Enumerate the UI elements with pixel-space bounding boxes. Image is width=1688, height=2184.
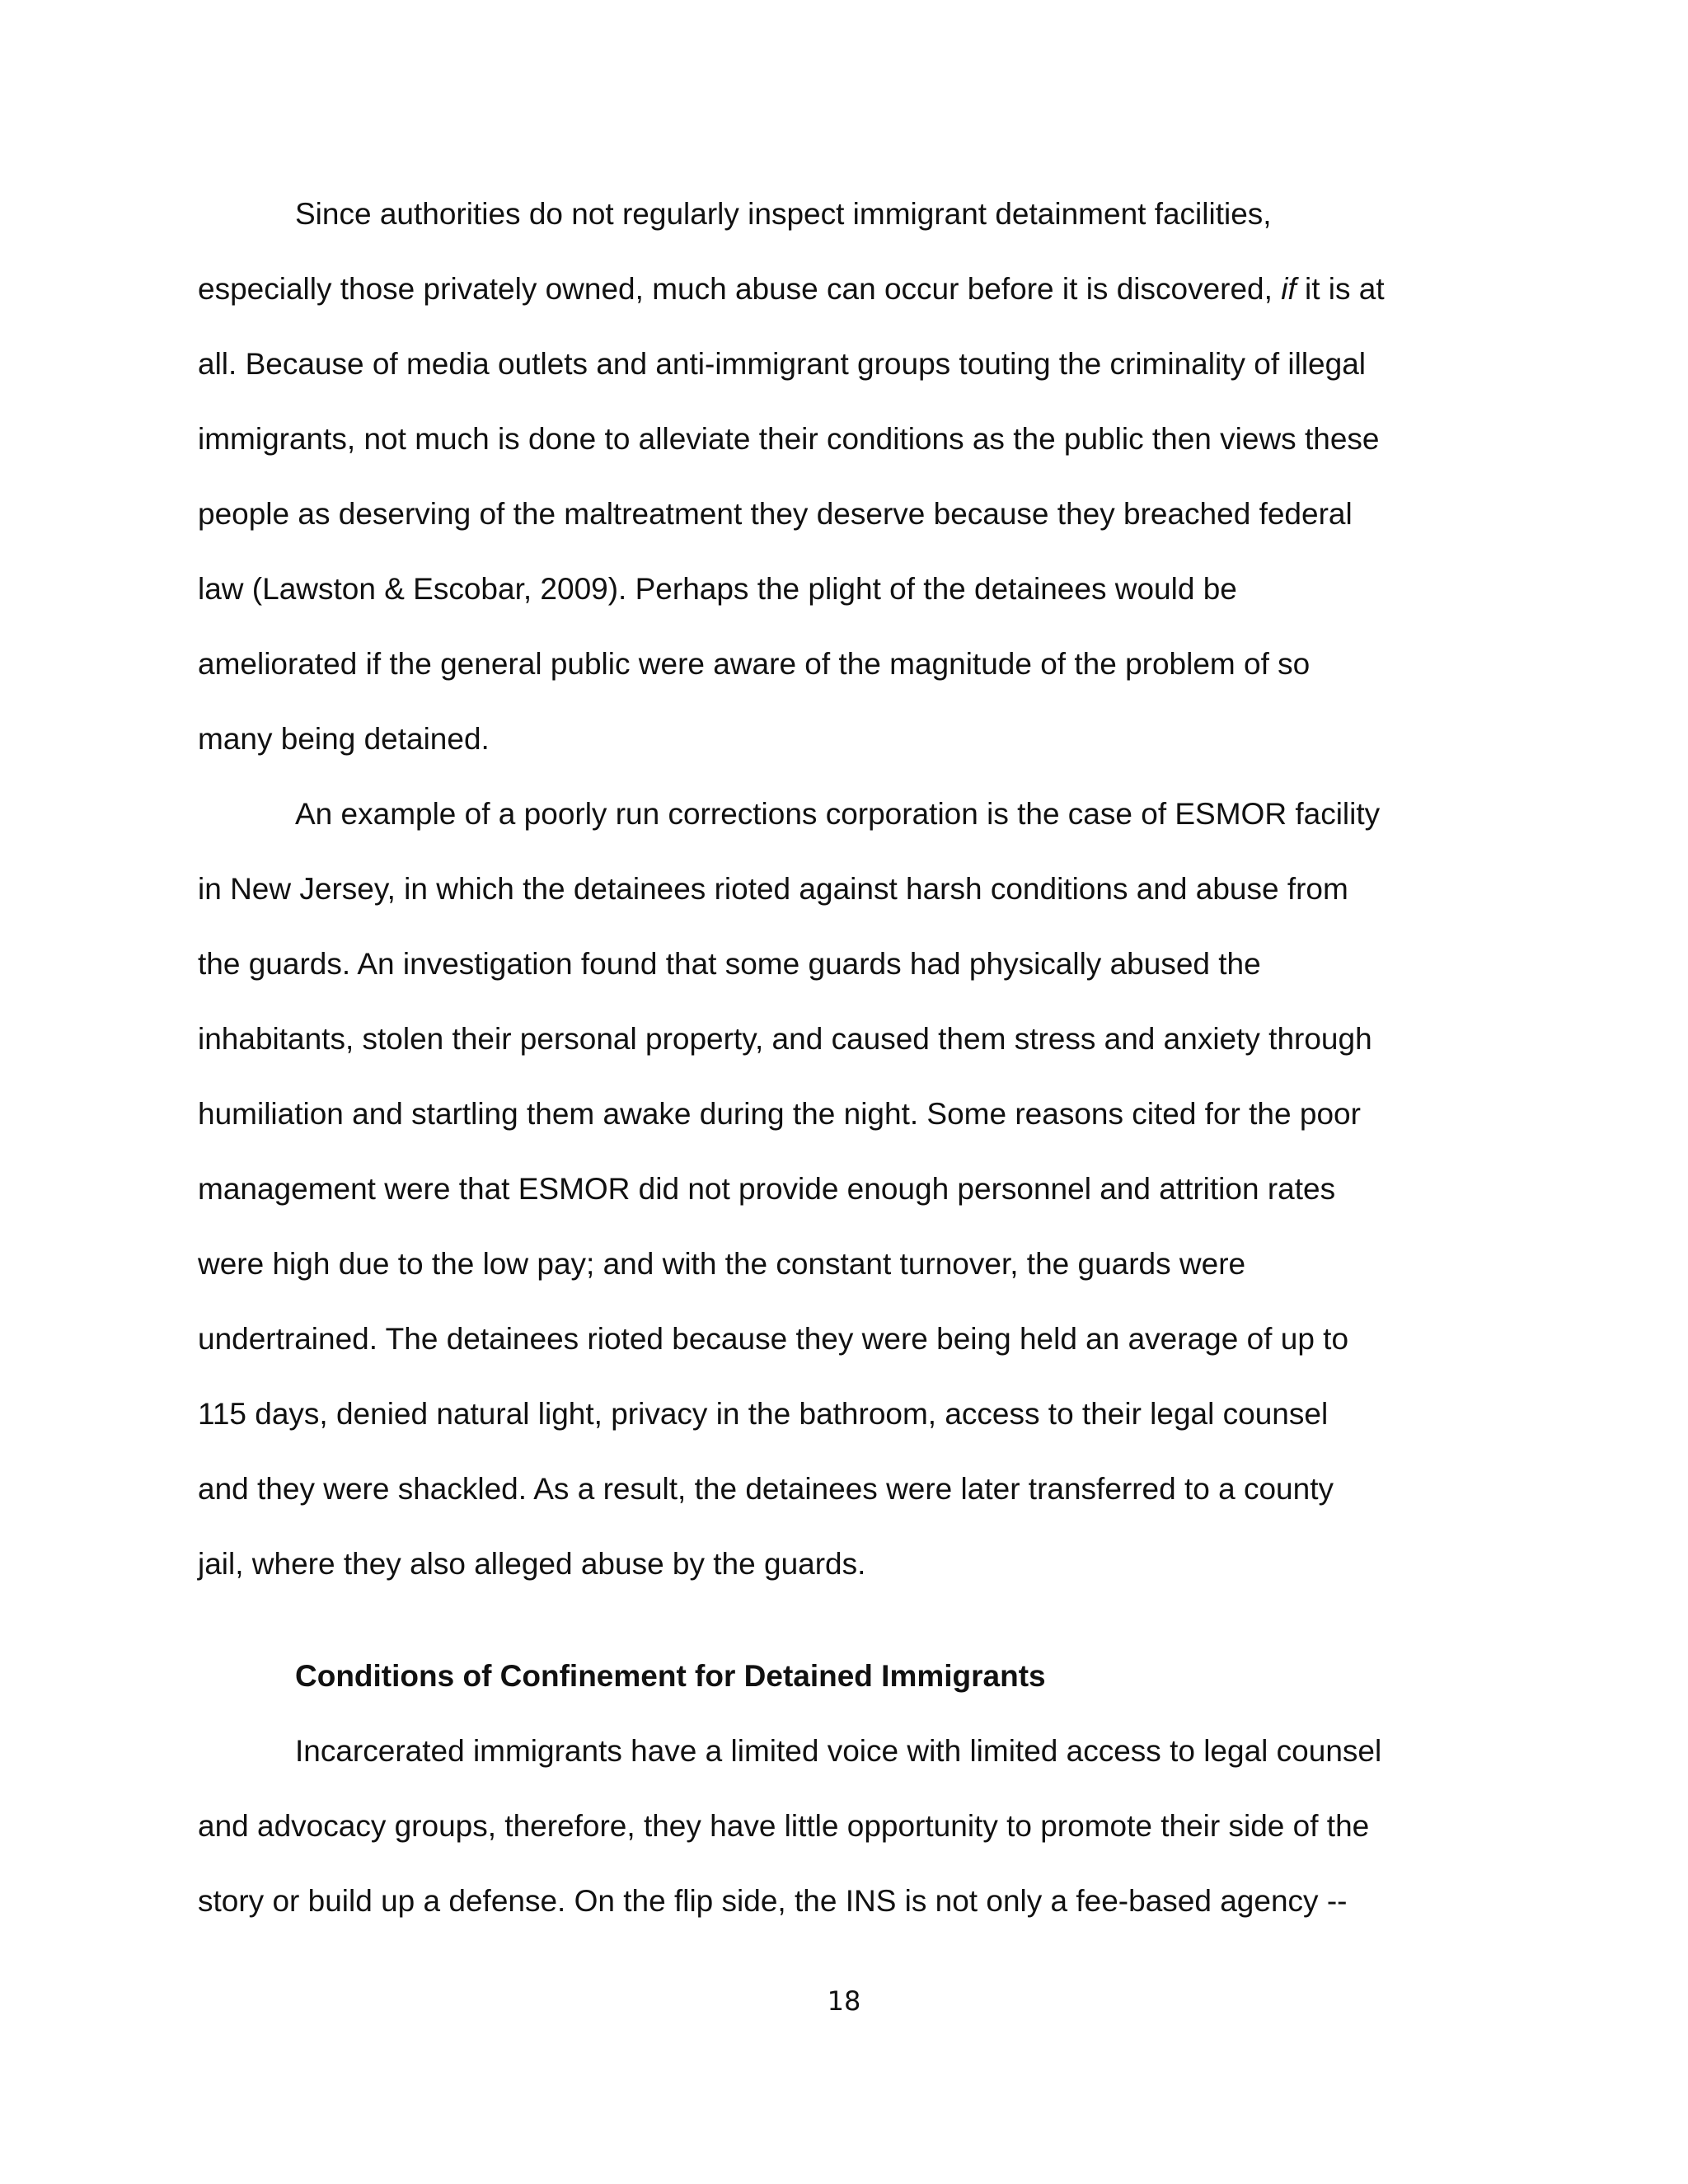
paragraph-line: 115 days, denied natural light, privacy in the bathroom, access to their legal counsel bbox=[198, 1397, 1329, 1431]
paragraph-line: story or build up a defense. On the flip side, the INS is not only a fee-based agency -- bbox=[198, 1884, 1348, 1918]
paragraph-line: law (Lawston & Escobar, 2009). Perhaps the plight of the detainees would be bbox=[198, 572, 1237, 606]
paragraph-line: and advocacy groups, therefore, they have little opportunity to promote their side of the bbox=[198, 1809, 1370, 1843]
paragraph-line: immigrants, not much is done to alleviate their conditions as the public then views these bbox=[198, 422, 1380, 456]
paragraph-line: undertrained. The detainees rioted because they were being held an average of up to bbox=[198, 1322, 1349, 1356]
paragraph-line: in New Jersey, in which the detainees rioted against harsh conditions and abuse from bbox=[198, 872, 1348, 906]
paragraph-line: Since authorities do not regularly inspect immigrant detainment facilities, bbox=[295, 197, 1272, 231]
text-run: especially those privately owned, much abuse can occur before it is discovered, bbox=[198, 272, 1282, 306]
paragraph-line: inhabitants, stolen their personal property, and caused them stress and anxiety through bbox=[198, 1022, 1372, 1056]
paragraph-line: people as deserving of the maltreatment they deserve because they breached federal bbox=[198, 497, 1353, 531]
paragraph-line: An example of a poorly run corrections corporation is the case of ESMOR facility bbox=[295, 797, 1381, 831]
section-heading: Conditions of Confinement for Detained Immigrants bbox=[295, 1659, 1046, 1693]
text-run: it is at bbox=[1296, 272, 1385, 306]
paragraph-line: many being detained. bbox=[198, 722, 490, 756]
page-number: 18 bbox=[827, 1985, 861, 2017]
paragraph-line: ameliorated if the general public were aware of the magnitude of the problem of so bbox=[198, 647, 1311, 681]
paragraph-line bbox=[198, 271, 1385, 307]
paragraph-line: the guards. An investigation found that some guards had physically abused the bbox=[198, 947, 1261, 981]
paragraph-line: were high due to the low pay; and with the constant turnover, the guards were bbox=[198, 1247, 1246, 1281]
italic-emphasis: if bbox=[1281, 272, 1296, 306]
paragraph-line: humiliation and startling them awake during the night. Some reasons cited for the poor bbox=[198, 1097, 1361, 1131]
paragraph-line: management were that ESMOR did not provide enough personnel and attrition rates bbox=[198, 1172, 1336, 1206]
paragraph-line: Incarcerated immigrants have a limited voice with limited access to legal counsel bbox=[295, 1734, 1382, 1768]
paragraph-line: jail, where they also alleged abuse by the guards. bbox=[198, 1547, 866, 1581]
paragraph-line: all. Because of media outlets and anti-immigrant groups touting the criminality of illegal bbox=[198, 347, 1367, 381]
paragraph-line: and they were shackled. As a result, the detainees were later transferred to a county bbox=[198, 1472, 1334, 1506]
